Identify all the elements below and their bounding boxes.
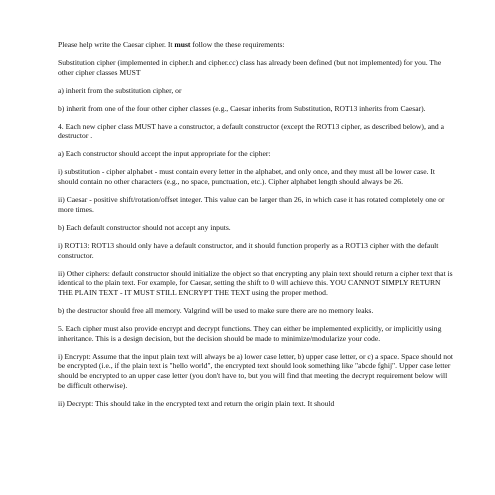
paragraph-encrypt: i) Encrypt: Assume that the input plain text will always be a) lower case letter, b) upper case letter, or c) a space. Space should not be encrypted (i.e., if the plain text is "hello world", the encrypted text should look something like "abcde fghij". Upper case letter should be encrypted to an upper case letter (you don't have to, but you will find that meeting the decrypt requirement below will be difficult otherwise). bbox=[58, 351, 453, 390]
intro-text-after: follow the these requirements: bbox=[190, 40, 285, 49]
intro-text-before: Please help write the Caesar cipher. It bbox=[58, 40, 175, 49]
document-page bbox=[58, 40, 454, 417]
paragraph-constructor-input: a) Each constructor should accept the input appropriate for the cipher: bbox=[58, 149, 271, 159]
paragraph-default-constructor: b) Each default constructor should not accept any inputs. bbox=[58, 222, 231, 232]
paragraph-option-b: b) inherit from one of the four other cipher classes (e.g., Caesar inherits from Substitution, ROT13 inherits from Caesar). bbox=[58, 103, 426, 113]
paragraph-destructor: b) the destructor should free all memory. Valgrind will be used to make sure there are no memory leaks. bbox=[58, 305, 374, 315]
paragraph-requirement-4: 4. Each new cipher class MUST have a constructor, a default constructor (except the ROT13 cipher, as described below), and a destructor . bbox=[58, 121, 444, 141]
paragraph-decrypt: ii) Decrypt: This should take in the encrypted text and return the origin plain text. It should bbox=[58, 398, 335, 408]
intro-paragraph bbox=[58, 40, 454, 50]
paragraph-substitution-alphabet: i) substitution - cipher alphabet - must contain every letter in the alphabet, and only once, and they must all be lower case. It should contain no other characters (e.g., no space, punctuation, etc.). Cipher alphabet length should always be 26. bbox=[58, 167, 436, 187]
paragraph-requirement-5: 5. Each cipher must also provide encrypt and decrypt functions. They can either be implemented explicitly, or implicitly using inheritance. This is a design decision, but the decision should be made to minimize/modularize your code. bbox=[58, 323, 442, 343]
paragraph-option-a: a) inherit from the substitution cipher, or bbox=[58, 85, 182, 95]
paragraph-caesar-shift: ii) Caesar - positive shift/rotation/offset integer. This value can be larger than 26, in which case it has rotated completely one or more times. bbox=[58, 195, 445, 214]
paragraph-substitution-defined: Substitution cipher (implemented in cipher.h and cipher.cc) class has already been defined (but not implemented) for you. The other cipher classes MUST bbox=[58, 58, 442, 77]
paragraph-other-ciphers: ii) Other ciphers: default constructor should initialize the object so that encrypting any plain text should return a cipher text that is identical to the plain text. For example, for Caesar, setting the shift to 0 will achieve this. YOU CANNOT SIMPLY RETURN THE PLAIN TEXT - IT MUST STILL ENCRYPT THE TEXT using the proper method. bbox=[58, 268, 453, 297]
intro-bold-word: must bbox=[174, 40, 191, 49]
paragraph-rot13: i) ROT13: ROT13 should only have a default constructor, and it should function properly as a ROT13 cipher with the default constructor. bbox=[58, 240, 439, 260]
